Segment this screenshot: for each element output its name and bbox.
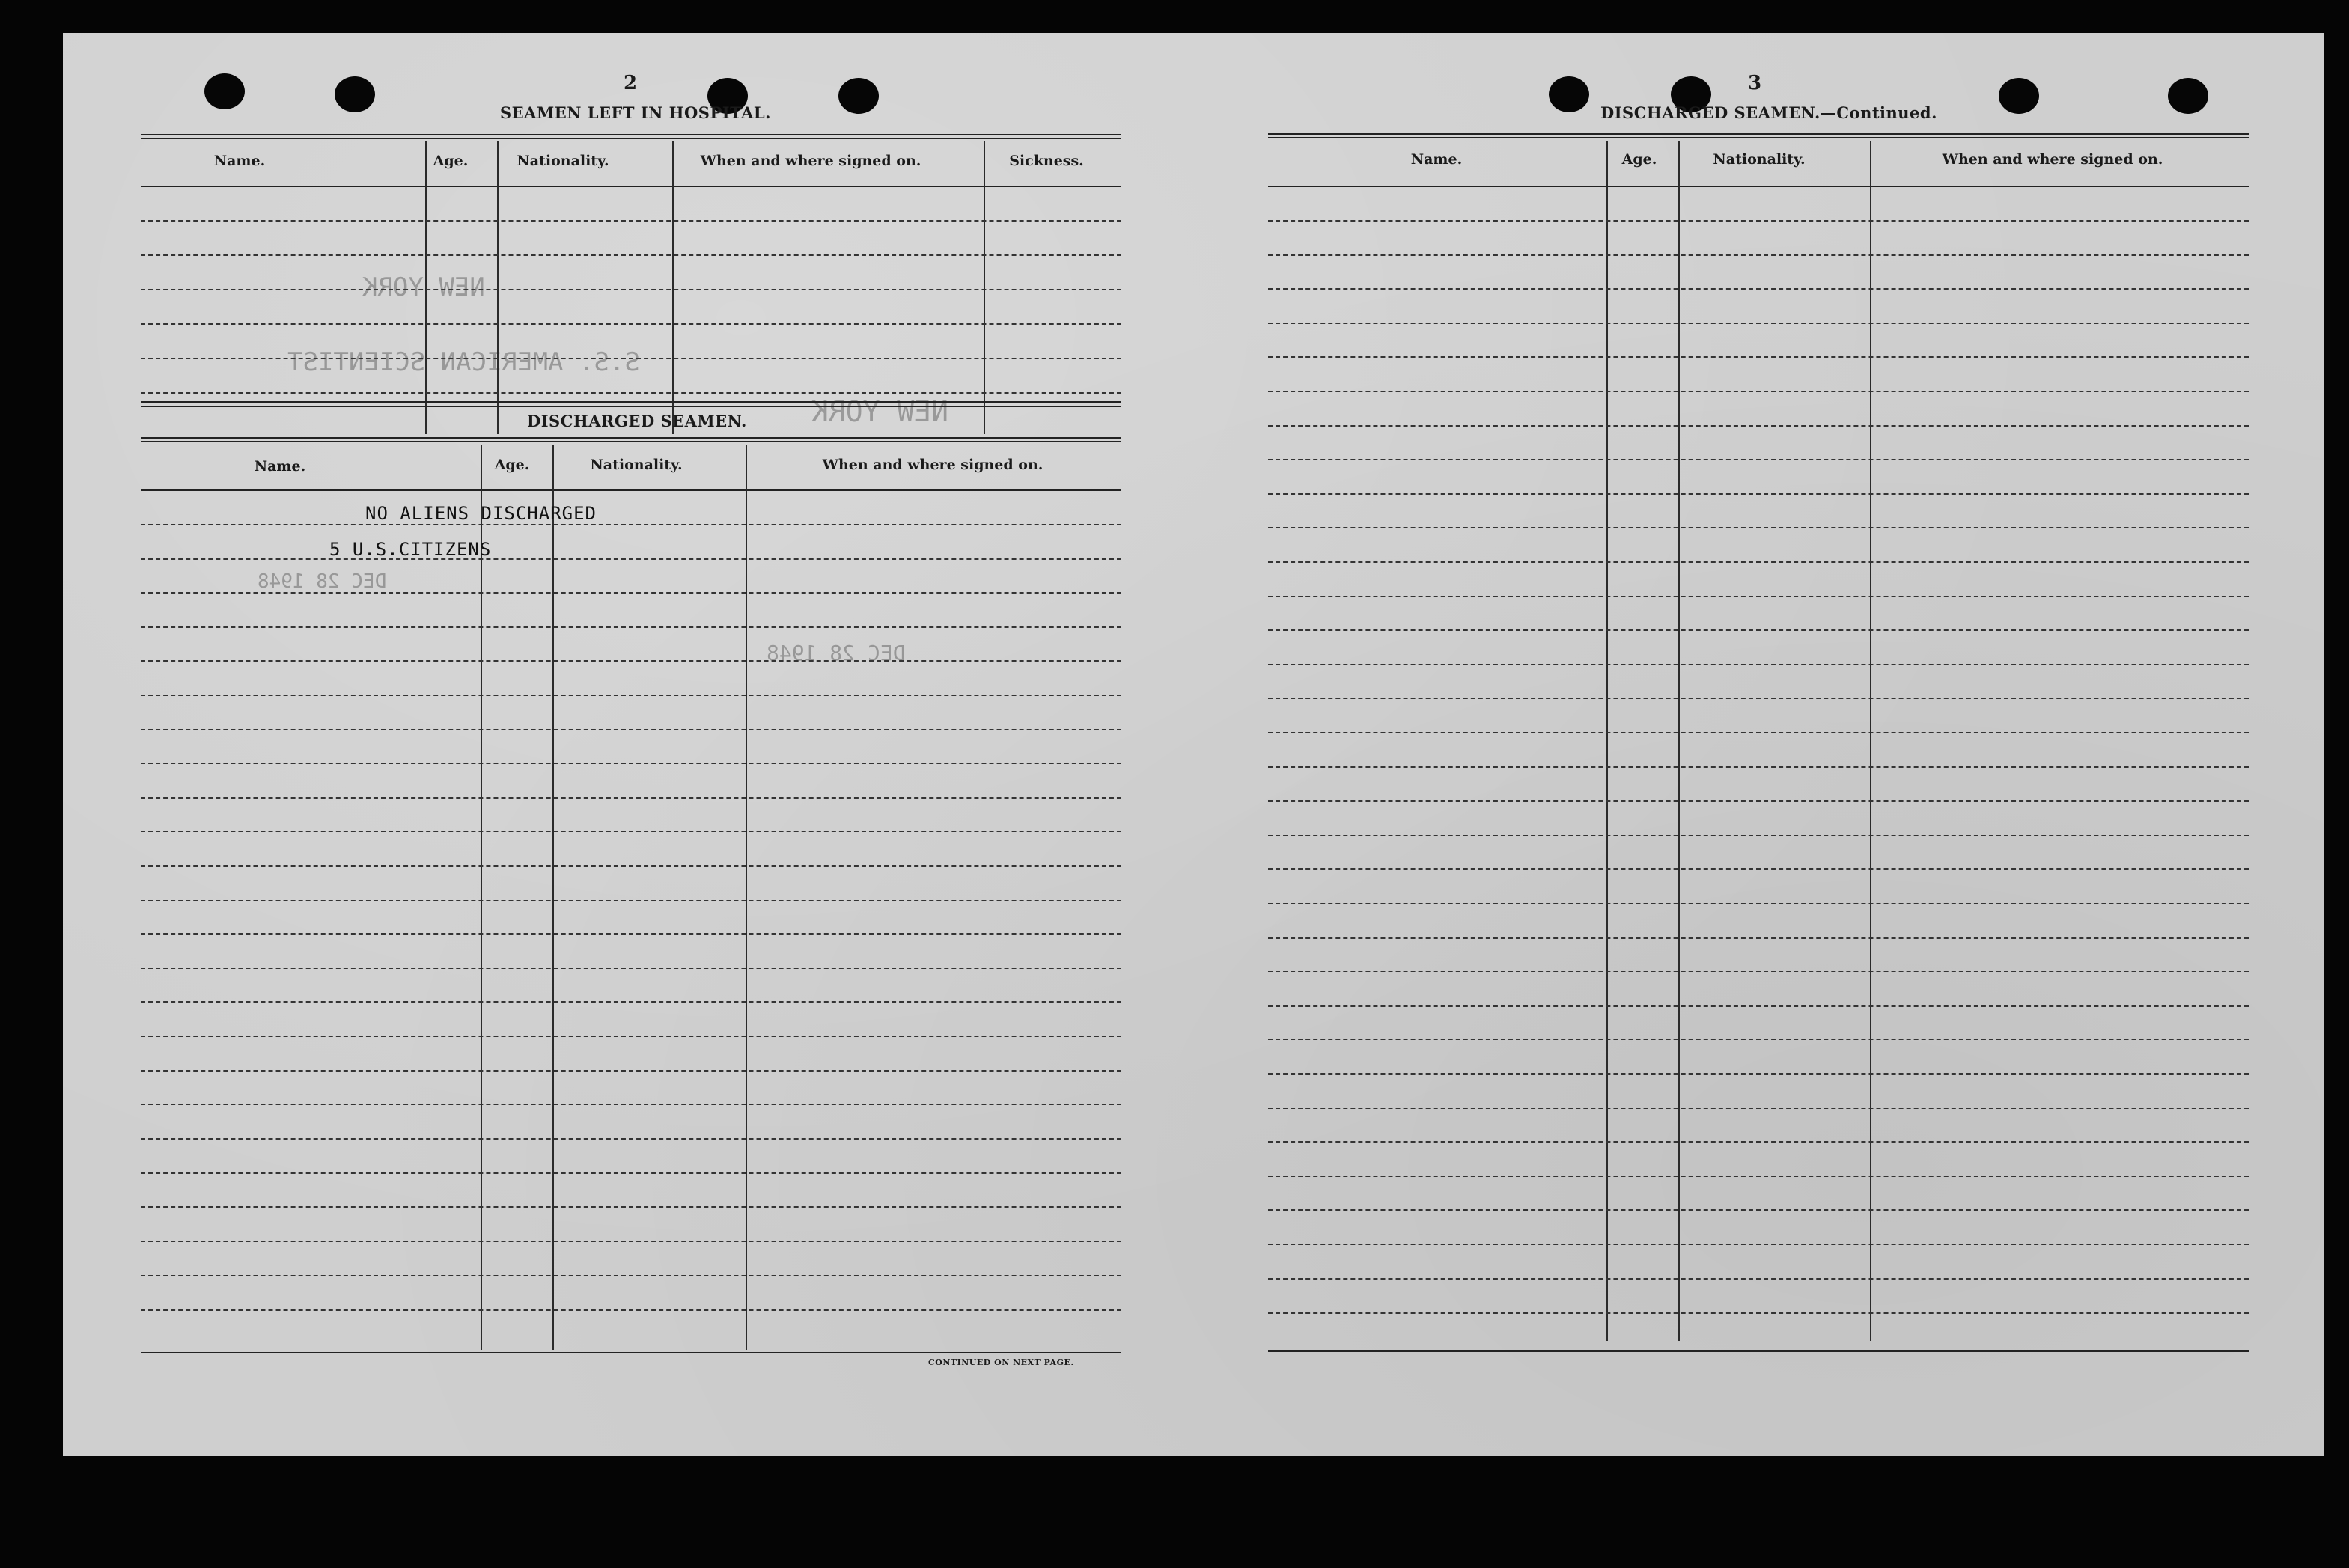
column-divider bbox=[497, 141, 499, 434]
col-header-nationality: Nationality. bbox=[517, 153, 609, 169]
row-line bbox=[1268, 391, 2249, 392]
row-line bbox=[141, 1001, 1121, 1003]
row-line bbox=[141, 865, 1121, 867]
row-line bbox=[1268, 1312, 2249, 1314]
row-line bbox=[141, 1138, 1121, 1140]
row-line bbox=[141, 1309, 1121, 1311]
table-top-rule bbox=[141, 134, 1121, 139]
col-header-age: Age. bbox=[1621, 151, 1657, 168]
section-title-discharged: DISCHARGED SEAMEN. bbox=[527, 412, 747, 430]
row-line bbox=[141, 968, 1121, 969]
row-line bbox=[1268, 903, 2249, 904]
row-line bbox=[141, 1104, 1121, 1105]
row-line bbox=[1268, 425, 2249, 427]
section-title-hospital: SEAMEN LEFT IN HOSPITAL. bbox=[500, 103, 771, 122]
table-bottom-rule bbox=[141, 401, 1121, 403]
typed-entry: NO ALIENS DISCHARGED bbox=[365, 503, 597, 524]
row-line bbox=[1268, 868, 2249, 870]
col-header-nationality: Nationality. bbox=[590, 457, 683, 473]
row-line bbox=[1268, 698, 2249, 699]
show-through-stamp: S.S. AMERICAN SCIENTIST bbox=[287, 347, 640, 377]
col-header-name: Name. bbox=[1410, 151, 1463, 168]
page-number: 3 bbox=[1747, 72, 1762, 94]
section-title-discharged-continued: DISCHARGED SEAMEN.—Continued. bbox=[1600, 103, 1937, 122]
row-line bbox=[1268, 1176, 2249, 1177]
table-bottom-rule bbox=[141, 406, 1121, 407]
row-line bbox=[1268, 629, 2249, 631]
row-line bbox=[1268, 1244, 2249, 1245]
row-line bbox=[141, 358, 1121, 359]
page-number: 2 bbox=[623, 72, 638, 94]
row-line bbox=[141, 1275, 1121, 1276]
column-divider bbox=[1606, 141, 1608, 1341]
row-line bbox=[1268, 220, 2249, 222]
row-line bbox=[141, 1070, 1121, 1072]
row-line bbox=[1268, 1209, 2249, 1211]
row-line bbox=[1268, 1039, 2249, 1040]
row-line bbox=[141, 392, 1121, 394]
row-line bbox=[141, 797, 1121, 799]
table-top-rule bbox=[1268, 133, 2249, 138]
col-header-signed-on: When and where signed on. bbox=[700, 153, 921, 169]
row-line bbox=[1268, 937, 2249, 939]
punch-hole bbox=[838, 78, 879, 114]
column-divider bbox=[746, 445, 747, 1350]
punch-hole bbox=[1549, 76, 1589, 112]
row-line bbox=[141, 695, 1121, 696]
col-header-signed-on: When and where signed on. bbox=[1942, 151, 2163, 168]
row-line bbox=[1268, 732, 2249, 733]
row-line bbox=[1268, 356, 2249, 358]
row-line bbox=[141, 524, 1121, 525]
header-underline bbox=[141, 489, 1121, 491]
row-line bbox=[141, 900, 1121, 901]
row-line bbox=[141, 831, 1121, 832]
row-line bbox=[141, 1206, 1121, 1208]
table-bottom-rule bbox=[1268, 1350, 2249, 1352]
row-line bbox=[1268, 596, 2249, 597]
column-divider bbox=[425, 141, 427, 434]
show-through-stamp: NEW YORK bbox=[811, 395, 949, 428]
row-line bbox=[141, 660, 1121, 662]
column-divider bbox=[552, 445, 554, 1350]
col-header-signed-on: When and where signed on. bbox=[822, 457, 1044, 473]
show-through-stamp: DEC 28 1948 bbox=[767, 641, 906, 665]
row-line bbox=[141, 558, 1121, 560]
row-line bbox=[1268, 323, 2249, 324]
row-line bbox=[141, 220, 1121, 222]
row-line bbox=[1268, 527, 2249, 528]
typed-entry: 5 U.S.CITIZENS bbox=[329, 539, 492, 560]
row-line bbox=[1268, 835, 2249, 836]
header-underline bbox=[141, 186, 1121, 187]
row-line bbox=[141, 1172, 1121, 1174]
row-line bbox=[1268, 1108, 2249, 1109]
row-line bbox=[1268, 800, 2249, 802]
header-underline bbox=[1268, 186, 2249, 187]
table-bottom-rule bbox=[141, 1352, 1121, 1353]
row-line bbox=[1268, 971, 2249, 972]
punch-hole bbox=[335, 76, 375, 112]
column-divider bbox=[984, 141, 985, 434]
col-header-nationality: Nationality. bbox=[1713, 151, 1806, 168]
row-line bbox=[1268, 766, 2249, 768]
row-line bbox=[1268, 288, 2249, 290]
row-line bbox=[141, 626, 1121, 628]
row-line bbox=[1268, 1005, 2249, 1007]
column-divider bbox=[481, 445, 482, 1350]
column-divider bbox=[1678, 141, 1680, 1341]
row-line bbox=[141, 763, 1121, 764]
row-line bbox=[1268, 493, 2249, 495]
column-divider bbox=[672, 141, 674, 434]
col-header-age: Age. bbox=[494, 457, 530, 473]
col-header-sickness: Sickness. bbox=[1009, 153, 1084, 169]
row-line bbox=[141, 323, 1121, 325]
punch-hole bbox=[2168, 78, 2208, 114]
show-through-stamp: DEC 28 1948 bbox=[258, 570, 387, 593]
col-header-age: Age. bbox=[433, 153, 469, 169]
punch-hole bbox=[1999, 78, 2039, 114]
row-line bbox=[141, 592, 1121, 594]
continued-note: CONTINUED ON NEXT PAGE. bbox=[928, 1358, 1074, 1367]
table-top-rule bbox=[141, 437, 1121, 442]
row-line bbox=[141, 933, 1121, 935]
row-line bbox=[141, 289, 1121, 290]
col-header-name: Name. bbox=[213, 153, 266, 169]
row-line bbox=[141, 729, 1121, 730]
document-sheet bbox=[63, 33, 2324, 1456]
row-line bbox=[141, 254, 1121, 256]
row-line bbox=[1268, 561, 2249, 563]
punch-hole bbox=[204, 73, 245, 109]
row-line bbox=[1268, 254, 2249, 256]
row-line bbox=[141, 1241, 1121, 1242]
col-header-name: Name. bbox=[254, 458, 306, 475]
row-line bbox=[1268, 1073, 2249, 1075]
row-line bbox=[141, 1036, 1121, 1037]
show-through-stamp: NEW YORK bbox=[362, 272, 485, 302]
row-line bbox=[1268, 1141, 2249, 1143]
column-divider bbox=[1870, 141, 1871, 1341]
row-line bbox=[1268, 459, 2249, 460]
row-line bbox=[1268, 664, 2249, 665]
row-line bbox=[1268, 1278, 2249, 1280]
